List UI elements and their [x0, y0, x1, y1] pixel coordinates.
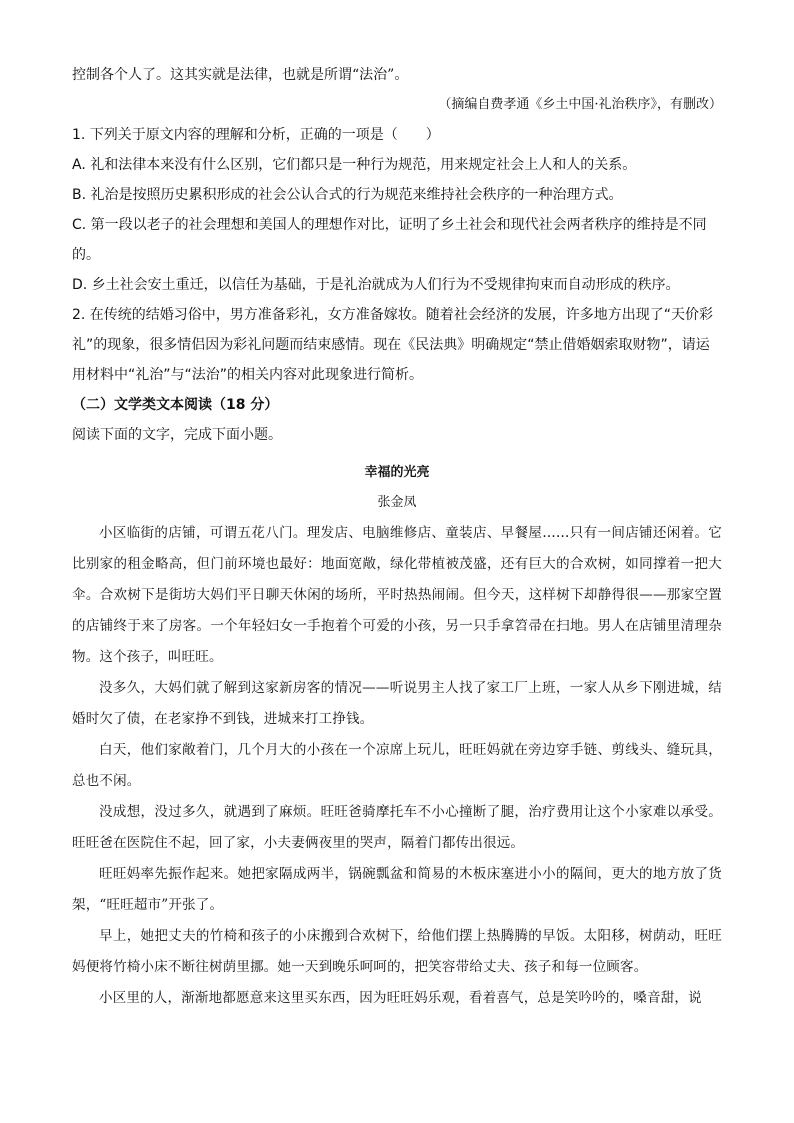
- question-2: 2. 在传统的结婚习俗中，男方准备彩礼，女方准备嫁妆。随着社会经济的发展，许多地方出现了“天价彩礼”的现象，很多情侣因为彩礼问题而结束感情。现在《民法典》明确规定“禁止借婚姻索取财物”，请运用材料中“礼治”与“法治”的相关内容对此现象进行简析。: [72, 307, 714, 383]
- story-paragraph: 小区里的人，渐渐地都愿意来这里买东西，因为旺旺妈乐观，看着喜气，总是笑吟吟的，嗓音甜，说: [99, 990, 702, 1006]
- question-1-option-b: B. 礼治是按照历史累积形成的社会公认合式的行为规范来维持社会秩序的一种治理方式。: [72, 187, 623, 203]
- story-paragraph: 早上，她把丈夫的竹椅和孩子的小床搬到合欢树下，给他们摆上热腾腾的早饭。太阳移，树荫动，旺旺妈便将竹椅小床不断往树荫里挪。她一天到晚乐呵呵的，把笑容带给丈夫、孩子和每一位顾客。: [72, 928, 722, 975]
- source-note: （摘编自费孝通《乡土中国·礼治秩序》，有删改）: [438, 97, 722, 112]
- story-paragraph: 小区临街的店铺，可谓五花八门。理发店、电脑维修店、童装店、早餐屋……只有一间店铺还闲着。它比别家的租金略高，但门前环境也最好：地面宽敞，绿化带植被茂盛，还有巨大的合欢树，如同撑着一把大伞。合欢树下是街坊大妈们平日聊天休闲的场所，平时热热闹闹。但今天，这样树下却静得很——那家空置的店铺终于来了房客。一个年轻妇女一手抱着个可爱的小孩，另一只手拿笤帚在扫地。男人在店铺里清理杂物。这个孩子，叫旺旺。: [72, 525, 722, 665]
- reading-instruction: 阅读下面的文字，完成下面小题。: [72, 427, 282, 443]
- top-fragment: 控制各个人了。这其实就是法律，也就是所谓“法治”。: [72, 67, 409, 83]
- story-paragraph: 没成想，没过多久，就遇到了麻烦。旺旺爸骑摩托车不小心撞断了腿，治疗费用让这个小家难以承受。旺旺爸在医院住不起，回了家，小夫妻俩夜里的哭声，隔着门都传出很远。: [72, 804, 722, 851]
- story-paragraph: 没多久，大妈们就了解到这家新房客的情况——听说男主人找了家工厂上班，一家人从乡下刚进城，结婚时欠了债，在老家挣不到钱，进城来打工挣钱。: [72, 680, 722, 727]
- question-1-stem: 1. 下列关于原文内容的理解和分析，正确的一项是（ ）: [72, 127, 440, 143]
- story-paragraph: 旺旺妈率先振作起来。她把家隔成两半，锅碗瓢盆和简易的木板床塞进小小的隔间，更大的地方放了货架，“旺旺超市”开张了。: [72, 866, 722, 913]
- document-page: [72, 60, 722, 1014]
- story-title: 幸福的光亮: [364, 465, 430, 480]
- story-paragraph: 白天，他们家敞着门，几个月大的小孩在一个凉席上玩儿，旺旺妈就在旁边穿手链、剪线头、缝玩具，总也不闲。: [72, 742, 722, 789]
- question-1-option-c: C. 第一段以老子的社会理想和美国人的理想作对比，证明了乡土社会和现代社会两者秩序的维持是不同的。: [72, 217, 707, 263]
- question-1-option-d: D. 乡土社会安土重迁，以信任为基础，于是礼治就成为人们行为不受规律拘束而自动形成的秩序。: [72, 277, 680, 293]
- story-author: 张金凤: [377, 495, 417, 510]
- section-heading: （二）文学类文本阅读（18 分）: [72, 397, 279, 413]
- question-1-option-a: A. 礼和法律本来没有什么区别，它们都只是一种行为规范，用来规定社会上人和人的关系。: [72, 157, 637, 173]
